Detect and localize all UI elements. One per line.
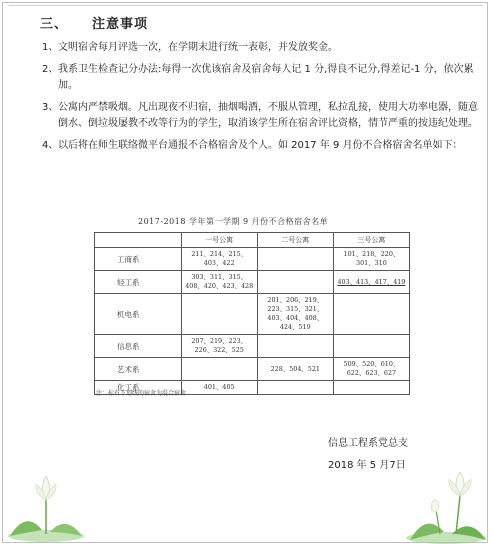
item-text: 公寓内严禁吸烟。凡出现夜不归宿，抽烟喝酒，不服从管理，私拉乱接，使用大功率电器，随意倒水、倒垃圾屡教不改等行为的学生，取消该学生所在宿舍评比资格，情节严重的按违纪处理。 [58,102,478,129]
item-number: 1、 [42,42,59,53]
apartment-2-cell [257,248,333,271]
item-number: 2、 [42,64,59,75]
lotus-decoration-left [6,470,86,542]
header-cell [95,233,182,248]
dept-cell: 机电系 [95,294,182,335]
item-number: 4、 [42,140,59,151]
list-item [42,100,482,132]
apartment-2-cell: 228、504、521 [257,358,333,381]
apartment-3-cell: 403、413、417、419 [333,271,409,294]
header-cell: 三号公寓 [333,233,409,248]
list-item [42,138,482,154]
section-title: 注意事项 [92,17,149,32]
table-row [95,294,410,335]
section-heading [40,13,148,32]
table-row [95,248,410,271]
apartment-2-cell [257,381,333,395]
item-number: 3、 [42,102,59,113]
header-cell: 二号公寓 [257,233,333,248]
item-text: 文明宿舍每月评选一次，在学期末进行统一表彰，并发放奖金。 [58,42,338,53]
apartment-3-cell: 509、520、610、622、623、627 [333,358,409,381]
list-item [42,62,482,94]
apartment-1-cell: 303、311、315、408、420、423、428 [181,271,257,294]
item-text: 以后将在师生联络微平台通报不合格宿舍及个人。如 2017 年 9 月份不合格宿舍名单如下： [58,140,463,151]
apartment-2-cell [257,335,333,358]
lotus-decoration-right [400,470,488,544]
table-row [95,358,410,381]
dept-cell: 轻工系 [95,271,182,294]
table-header-row [95,233,410,248]
table-row [95,271,410,294]
apartment-1-cell [181,358,257,381]
header-cell: 一号公寓 [181,233,257,248]
apartment-3-cell: 101、218、220、301、310 [333,248,409,271]
dept-cell: 化工系 [95,381,182,395]
table-title: 2017-2018 学年第一学期 9 月份不合格宿舍名单 [138,217,329,226]
apartment-3-cell [333,335,409,358]
apartment-1-cell: 211、214、215、403、422 [181,248,257,271]
apartment-1-cell: 207、219、223、226、322、525 [181,335,257,358]
dormitory-table [94,232,410,395]
apartment-2-cell [257,271,333,294]
dept-cell: 工商系 [95,248,182,271]
apartment-2-cell: 201、206、219、223、315、321、403、404、408、424、519 [257,294,333,335]
apartment-1-cell [181,294,257,335]
table-row [95,335,410,358]
table-note: 注：标有下划线的宿舍为混合宿舍 [96,390,187,397]
apartment-3-cell [333,381,409,395]
top-divider [9,5,483,6]
section-number: 三、 [40,17,69,32]
apartment-1-cell: 401、405 [181,381,257,395]
list-item [42,40,482,56]
apartment-3-cell [333,294,409,335]
issue-date: 2018 年 5 月7日 [328,460,406,471]
signature: 信息工程系党总支 [328,438,408,449]
notice-list [42,40,482,160]
item-text: 我系卫生检查记分办法:每得一次优该宿舍及宿舍每人记 1 分,得良不记分,得差记-1 分，依次累加。 [58,64,474,91]
dept-cell: 信息系 [95,335,182,358]
dept-cell: 艺术系 [95,358,182,381]
